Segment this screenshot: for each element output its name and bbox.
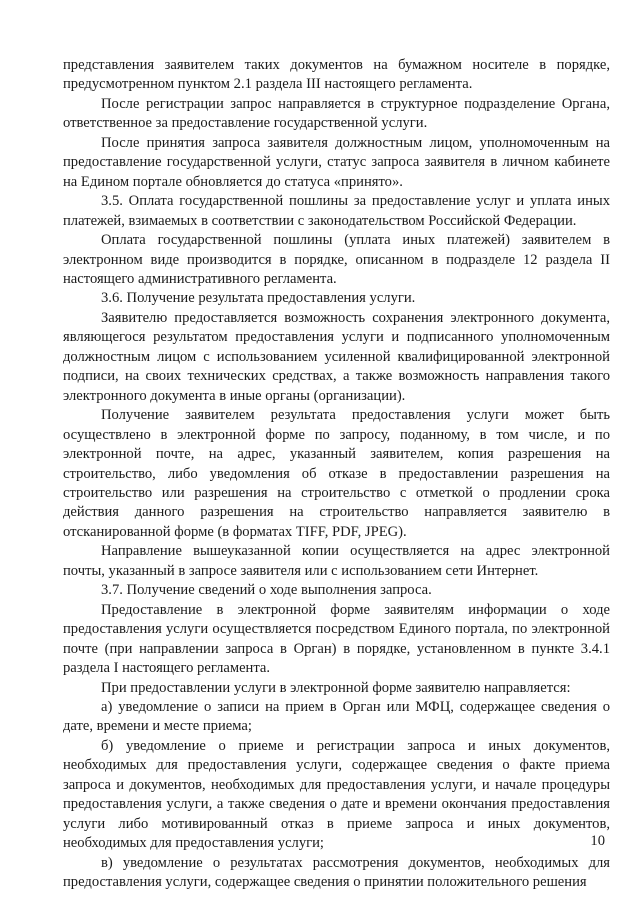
list-item-a: а) уведомление о записи на прием в Орган или МФЦ, содержащее сведения о дате, времени и месте приема; xyxy=(63,698,610,735)
paragraph-result-saving: Заявителю предоставляется возможность сохранения электронного документа, являющегося результатом предоставления услуги и подписанного уполномоченным должностным лицом с использованием усиленной квалифицированной электронной подписи, на своих технических средствах, а также возможность направления такого электронного документа в иные органы (организации). xyxy=(63,309,610,404)
paragraph-notifications-intro: При предоставлении услуги в электронной форме заявителю направляется: xyxy=(101,679,571,696)
paragraph-copy-delivery: Направление вышеуказанной копии осуществляется на адрес электронной почты, указанный в запросе заявителя или с использованием сети Интернет. xyxy=(63,543,610,579)
paragraph-continuation: представления заявителем таких документов на бумажном носителе в порядке, предусмотренном пунктом 2.1 раздела III настоящего регламента. xyxy=(63,57,610,93)
paragraph-progress-info: Предоставление в электронной форме заявителям информации о ходе предоставления услуги осуществляется посредством Единого портала, по электронной почте (при направлении запроса в Орган) в порядке, установленном в пункте 3.4.1 раздела I настоящего регламента. xyxy=(63,601,610,677)
document-body xyxy=(63,56,610,892)
paragraph-result-delivery: Получение заявителем результата предоставления услуги может быть осуществлено в электронной форме по запросу, поданному, в том числе, и по электронной почте, на адрес, указанный заявителем, копия разрешения на строительство, либо уведомления об отказе в предоставлении разрешения на строительство или разрешения на строительство с отметкой о продлении срока действия данного разрешения на строительство направляется заявителю в отсканированной форме (в форматах TIFF, PDF, JPEG). xyxy=(63,407,610,540)
paragraph-registration: После регистрации запрос направляется в структурное подразделение Органа, ответственное за предоставление государственной услуги. xyxy=(63,95,610,132)
list-item-b: б) уведомление о приеме и регистрации запроса и иных документов, необходимых для предоставления услуги, содержащее сведения о факте приема запроса и документов, необходимых для предоставления услуги, и начале процедуры предоставления услуги, а также сведения о дате и времени окончания предоставления услуги либо мотивированный отказ в приеме запроса и иных документов, необходимых для предоставления услуги; xyxy=(63,737,610,852)
list-item-c: в) уведомление о результатах рассмотрения документов, необходимых для предоставления услуги, содержащее сведения о принятии положительного решения xyxy=(63,854,610,891)
paragraph-request-status: После принятия запроса заявителя должностным лицом, уполномоченным на предоставление государственной услуги, статус запроса заявителя в личном кабинете на Едином портале обновляется до статуса «принято». xyxy=(63,134,610,190)
section-heading-3-5: 3.5. Оплата государственной пошлины за предоставление услуг и уплата иных платежей, взимаемых в соответствии с законодательством Российской Федерации. xyxy=(63,193,610,229)
paragraph-fee-payment: Оплата государственной пошлины (уплата иных платежей) заявителем в электронном виде производится в порядке, описанном в подразделе 12 раздела II настоящего административного регламента. xyxy=(63,232,610,287)
section-heading-3-7: 3.7. Получение сведений о ходе выполнения запроса. xyxy=(101,582,432,599)
page-number: 10 xyxy=(590,833,605,849)
section-heading-3-6: 3.6. Получение результата предоставления услуги. xyxy=(101,290,416,307)
